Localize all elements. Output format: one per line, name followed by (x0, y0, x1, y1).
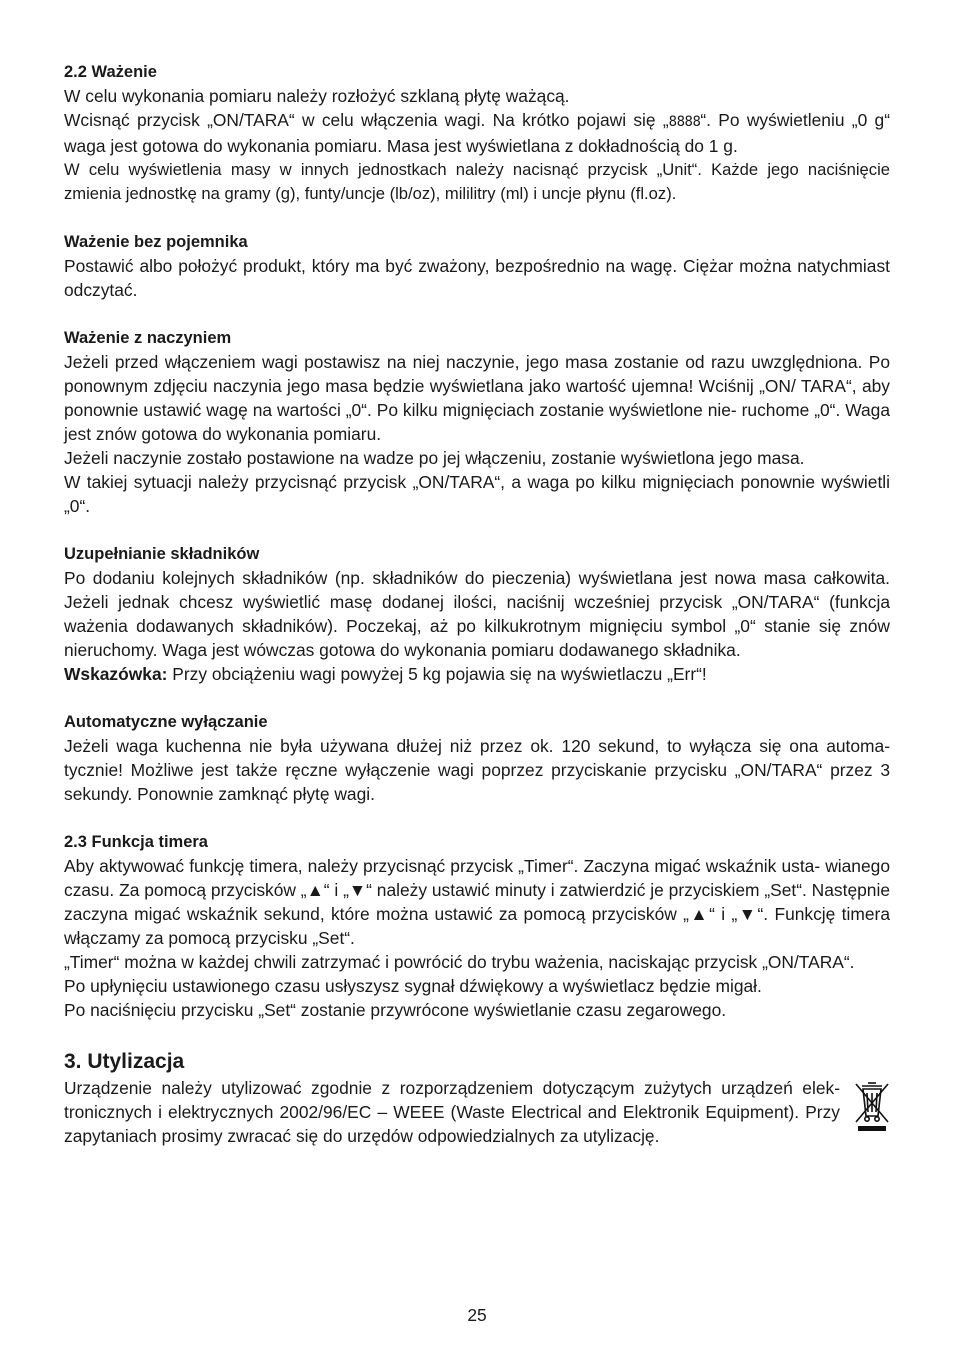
text-fragment: “. Po wyświetleniu „0 g“ waga jest gotowa do wykonania pomiaru. Masa jest wyświetlana z dokładnością do 1 g. (64, 110, 891, 156)
page-number: 25 (467, 1305, 487, 1325)
paragraph-timer-3: Po upłynięciu ustawionego czasu usłyszysz sygnał dźwiękowy a wyświetlacz będzie migał. (64, 976, 762, 996)
text-fragment: Wcisnąć przycisk „ON/TARA“ w celu włączenia wagi. Na krótko pojawi się „ (64, 110, 669, 130)
paragraph-with-container-2: Jeżeli naczynie zostało postawione na wadze po jej włączeniu, zostanie wyświetlona jego masa. (64, 448, 805, 468)
section-heading-disposal: 3. Utylizacja (64, 1050, 185, 1073)
paragraph-unit: W celu wyświetlenia masy w innych jednostkach należy nacisnąć przycisk „Unit“. Każde jego naciśnięcie zmienia jednostkę na gramy (g), funty/uncje (lb/oz), mililitry (ml) i uncje płynu (fl.oz). (64, 160, 890, 203)
paragraph-timer-2: „Timer“ można w każdej chwili zatrzymać i powrócić do trybu ważenia, naciskając przycisk „ON/TARA“. (64, 952, 855, 972)
section-heading-weighing: 2.2 Ważenie (64, 63, 157, 81)
tip-label: Wskazówka: (64, 664, 168, 684)
tip-text: Przy obciążeniu wagi powyżej 5 kg pojawia się na wyświetlaczu „Err“! (167, 664, 707, 684)
paragraph-with-container-1: Jeżeli przed włączeniem wagi postawisz na niej naczynie, jego masa zostanie od razu uwzględniona. Po ponownym zdjęciu naczynia jego masa będzie wyświetlana jako wartość ujemna! Wciśnij „ON/ TARA“, aby ponownie ustawić wagę na wartości „0“. Po kilku mignięciach zostanie wyświetlone nie- ruchome „0“. Waga jest znów gotowa do wykonania pomiaru. (64, 352, 890, 444)
paragraph-with-container-3: W takiej sytuacji należy przycisnąć przycisk „ON/TARA“, a waga po kilku mignięciach ponownie wyświetli „0“. (64, 472, 890, 516)
paragraph-switch-on (64, 108, 890, 158)
weee-crossed-bin-icon (854, 1080, 890, 1132)
section-heading-timer: 2.3 Funkcja timera (64, 833, 208, 851)
paragraph-auto-off: Jeżeli waga kuchenna nie była używana dłużej niż przez ok. 120 sekund, to wyłącza się ona automa- tycznie! Możliwe jest także ręczne wyłączenie wagi poprzez przyciskanie przycisku „ON/TARA“ przez 3 sekundy. Ponownie zamknąć płytę wagi. (64, 736, 890, 804)
section-heading-without-container: Ważenie bez pojemnika (64, 233, 248, 251)
disposal-block (64, 1076, 890, 1148)
section-heading-with-container: Ważenie z naczyniem (64, 329, 232, 347)
segment-display-text: 8888 (668, 114, 701, 130)
paragraph-tip (64, 662, 890, 686)
paragraph-timer-4: Po naciśnięciu przycisku „Set“ zostanie przywrócone wyświetlanie czasu zegarowego. (64, 1000, 727, 1020)
paragraph-without-container: Postawić albo położyć produkt, który ma być zważony, bezpośrednio na wagę. Ciężar można natychmiast odczytać. (64, 256, 890, 300)
paragraph-timer-1: Aby aktywować funkcję timera, należy przycisnąć przycisk „Timer“. Zaczyna migać wskaźnik usta- wianego czasu. Za pomocą przycisków „▲“ i „▼“ należy ustawić minuty i zatwierdzić je przyciskiem „Set“. Następnie zaczyna migać wskaźnik sekund, które można ustawić za pomocą przycisków „▲“ i „▼“. Funkcję timera włączamy za pomocą przycisku „Set“. (64, 856, 890, 948)
paragraph-adding-ingredients: Po dodaniu kolejnych składników (np. składników do pieczenia) wyświetlana jest nowa masa całkowita. Jeżeli jednak chcesz wyświetlić masę dodanej ilości, naciśnij wcześniej przycisk „ON/TARA“ (funkcja ważenia dodawanych składników). Poczekaj, aż po kilkukrotnym mignięciu symbol „0“ stanie się znów nieruchomy. Waga jest wówczas gotowa do wykonania pomiaru dodawanego składnika. (64, 568, 890, 660)
paragraph-unfold-plate: W celu wykonania pomiaru należy rozłożyć szklaną płytę ważącą. (64, 86, 570, 106)
manual-page (64, 60, 890, 1148)
section-heading-auto-off: Automatyczne wyłączanie (64, 713, 268, 731)
paragraph-disposal: Urządzenie należy utylizować zgodnie z rozporządzeniem dotyczącym zużytych urządzeń elek- tronicznych i elektrycznych 2002/96/EC – WEEE (Waste Electrical and Elektronik Equipment). Przy zapytaniach prosimy zwracać się do urzędów odpowiedzialnych za utylizację. (64, 1078, 840, 1146)
section-heading-adding-ingredients: Uzupełnianie składników (64, 545, 260, 563)
